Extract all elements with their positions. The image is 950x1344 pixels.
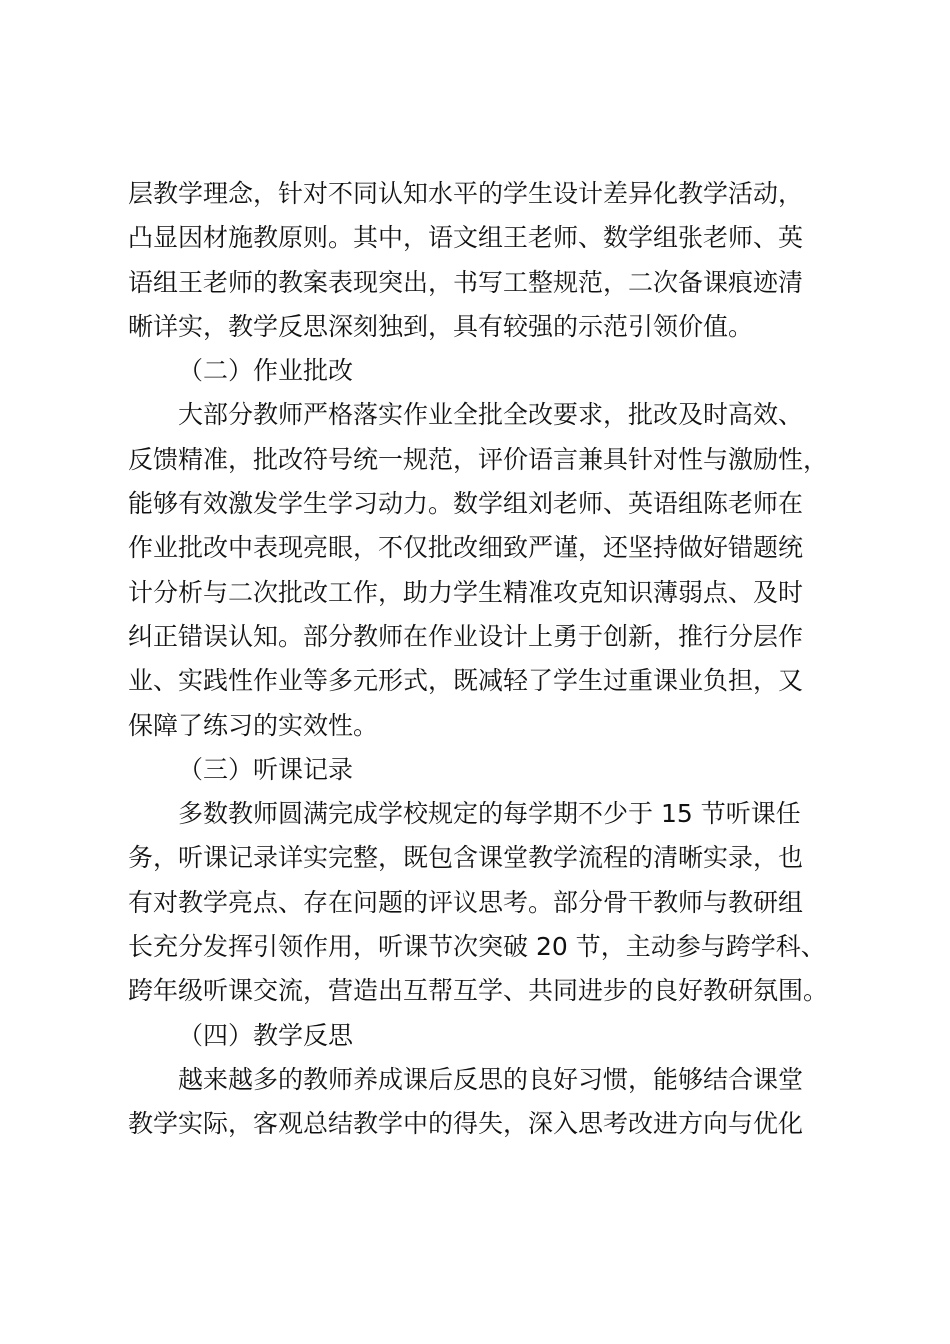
heading-teaching-reflection	[128, 1014, 858, 1058]
text-line: 业、实践性作业等多元形式，既减轻了学生过重课业负担，又	[128, 666, 804, 696]
text-line: 纠正错误认知。部分教师在作业设计上勇于创新，推行分层作	[128, 621, 804, 651]
paragraph-lesson-plans	[128, 172, 858, 349]
text-line: 反馈精准，批改符号统一规范，评价语言兼具针对性与激励性，	[128, 444, 829, 474]
text-line: 语组王老师的教案表现突出，书写工整规范，二次备课痕迹清	[128, 267, 804, 297]
text-line: 跨年级听课交流，营造出互帮互学、共同进步的良好教研氛围。	[128, 976, 829, 1006]
text-line: 长充分发挥引领作用，听课节次突破 20 节，主动参与跨学科、	[128, 932, 826, 962]
text-line: 务，听课记录详实完整，既包含课堂教学流程的清晰实录，也	[128, 843, 804, 873]
heading-homework-correction	[128, 349, 858, 393]
text-line: 层教学理念，针对不同认知水平的学生设计差异化教学活动，	[128, 179, 804, 208]
text-line: 作业批改中表现亮眼，不仅批改细致严谨，还坚持做好错题统	[128, 533, 804, 563]
text-line: 越来越多的教师养成课后反思的良好习惯，能够结合课堂	[178, 1064, 804, 1094]
text-line: 有对教学亮点、存在问题的评议思考。部分骨干教师与教研组	[128, 887, 804, 917]
heading-lesson-observation	[128, 748, 858, 792]
section-heading: （三）听课记录	[178, 754, 354, 784]
section-heading: （二）作业批改	[178, 356, 354, 386]
text-line: 保障了练习的实效性。	[128, 710, 379, 740]
paragraph-teaching-reflection	[128, 1058, 858, 1147]
text-line: 凸显因材施教原则。其中，语文组王老师、数学组张老师、英	[128, 223, 804, 253]
paragraph-lesson-observation	[128, 792, 858, 1013]
text-line: 能够有效激发学生学习动力。数学组刘老师、英语组陈老师在	[128, 489, 804, 519]
text-line: 教学实际，客观总结教学中的得失，深入思考改进方向与优化	[128, 1109, 804, 1139]
paragraph-homework-correction	[128, 393, 858, 747]
text-line: 晰详实，教学反思深刻独到，具有较强的示范引领价值。	[128, 311, 754, 341]
document-body	[128, 172, 858, 1147]
text-line: 大部分教师严格落实作业全批全改要求，批改及时高效、	[178, 400, 804, 430]
section-heading: （四）教学反思	[178, 1020, 354, 1050]
text-line: 多数教师圆满完成学校规定的每学期不少于 15 节听课任	[178, 799, 801, 829]
text-line: 计分析与二次批改工作，助力学生精准攻克知识薄弱点、及时	[128, 577, 804, 607]
